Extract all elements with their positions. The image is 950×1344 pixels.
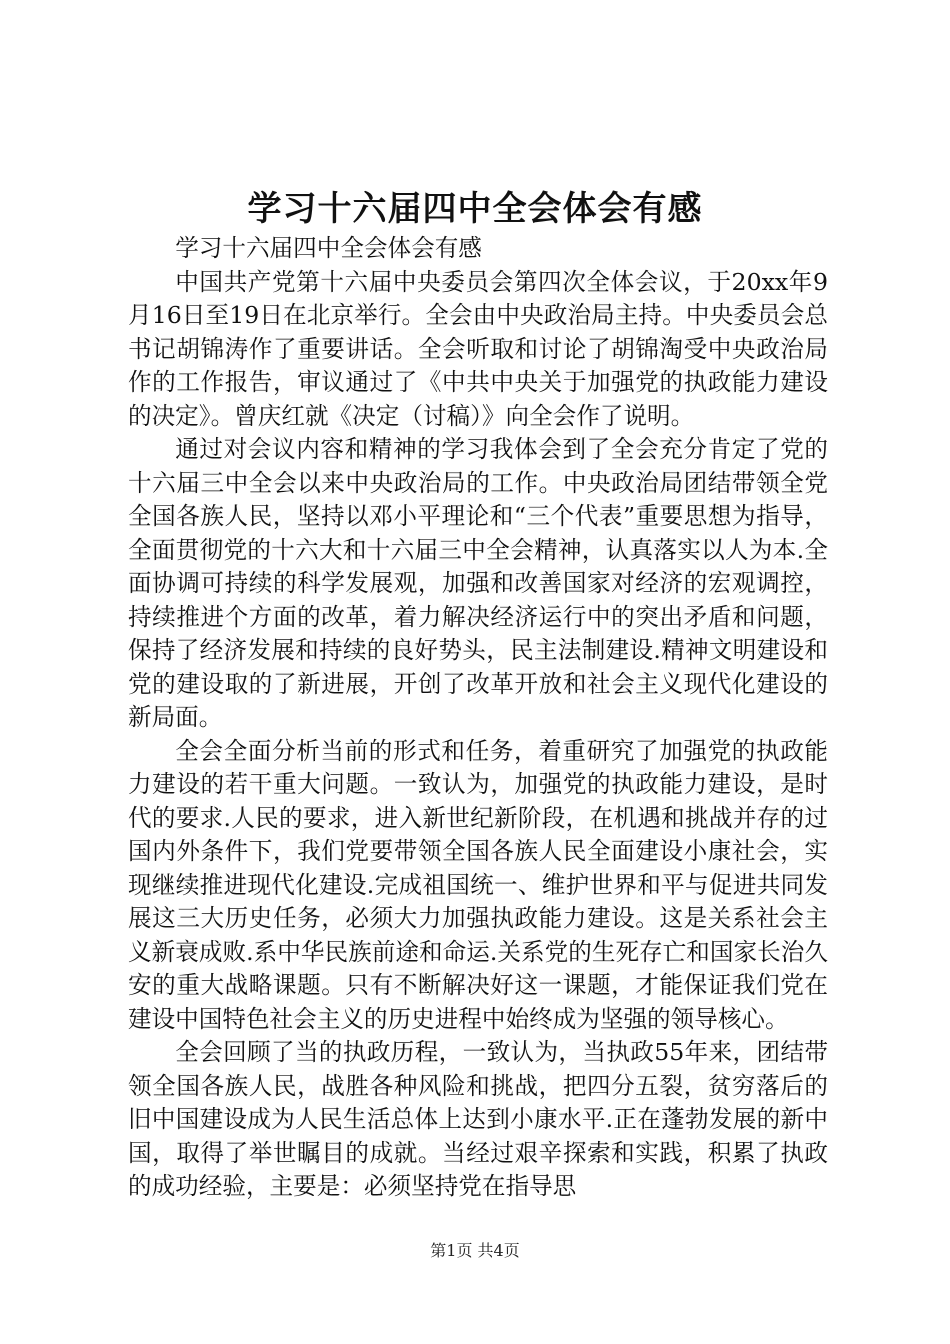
paragraph: 全会回顾了当的执政历程，一致认为，当执政55年来，团结带领全国各族人民，战胜各种风险和挑战，把四分五裂，贫穷落后的旧中国建设成为人民生活总体上达到小康水平.正在蓬勃发展的新中国，取得了举世瞩目的成就。当经过艰辛探索和实践，积累了执政的成功经验，主要是：必须坚持党在指导思	[128, 1038, 828, 1200]
document-title: 学习十六届四中全会体会有感	[247, 189, 703, 229]
paragraph: 中国共产党第十六届中央委员会第四次全体会议，于20xx年9月16日至19日在北京举行。全会由中央政治局主持。中央委员会总书记胡锦涛作了重要讲话。全会听取和讨论了胡锦淘受中央政治局作的工作报告，审议通过了《中共中央关于加强党的执政能力建设的决定》。曾庆红就《决定（讨稿）》向全会作了说明。	[128, 267, 828, 430]
paragraph: 通过对会议内容和精神的学习我体会到了全会充分肯定了党的十六届三中全会以来中央政治局的工作。中央政治局团结带领全党全国各族人民，坚持以邓小平理论和“三个代表”重要思想为指导，全面贯彻党的十六大和十六届三中全会精神，认真落实以人为本.全面协调可持续的科学发展观，加强和改善国家对经济的宏观调控，持续推进个方面的改革，着力解决经济运行中的突出矛盾和问题，保持了经济发展和持续的良好势头，民主法制建设.精神文明建设和党的建设取的了新进展，开创了改革开放和社会主义现代化建设的新局面。	[128, 435, 828, 731]
document-body	[128, 232, 828, 1204]
paragraph: 全会全面分析当前的形式和任务，着重研究了加强党的执政能力建设的若干重大问题。一致认为，加强党的执政能力建设，是时代的要求.人民的要求，进入新世纪新阶段，在机遇和挑战并存的过国内外条件下，我们党要带领全国各族人民全面建设小康社会，实现继续推进现代化建设.完成祖国统一、维护世界和平与促进共同发展这三大历史任务，必须大力加强执政能力建设。这是关系社会主义新衰成败.系中华民族前途和命运.关系党的生死存亡和国家长治久安的重大战略课题。只有不断解决好这一课题，才能保证我们党在建设中国特色社会主义的历史进程中始终成为坚强的领导核心。	[128, 736, 828, 1033]
paragraph-subtitle: 学习十六届四中全会体会有感	[175, 234, 482, 262]
page-number-footer: 第1页 共4页	[430, 1241, 520, 1260]
